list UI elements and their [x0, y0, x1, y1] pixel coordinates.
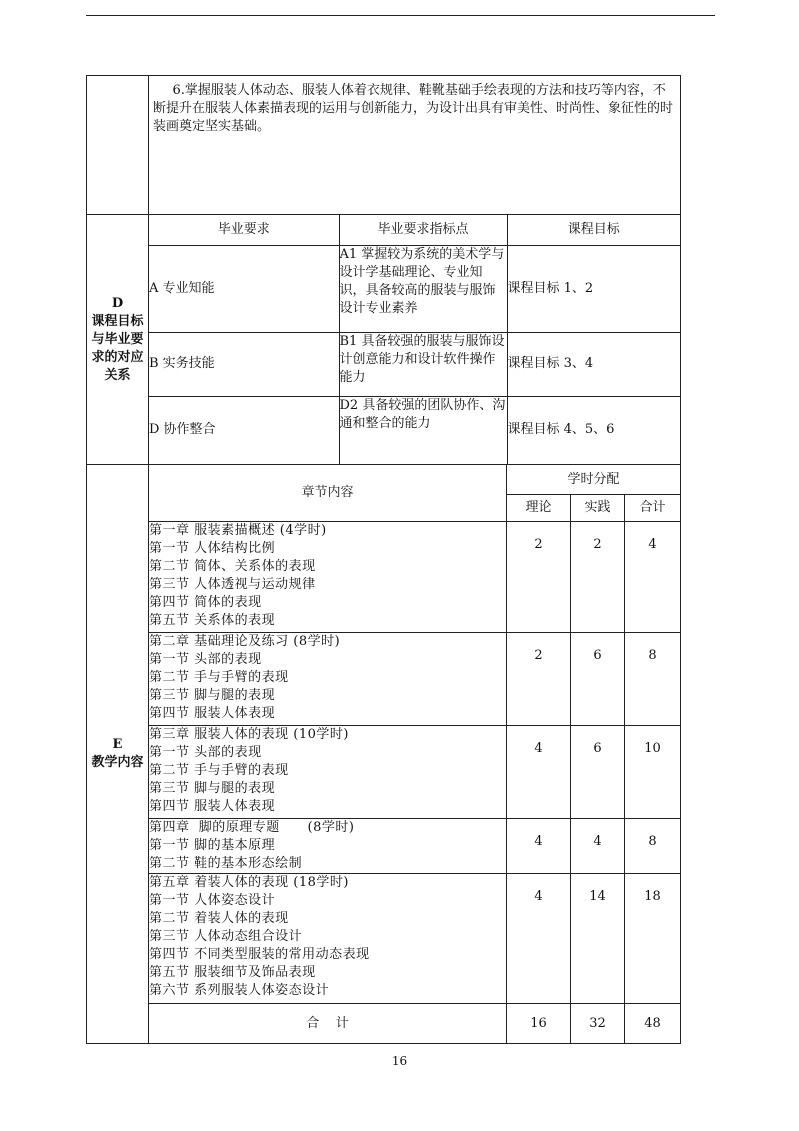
section-line: 第一节 人体姿态设计 [149, 893, 276, 908]
section-line: 第四节 不同类型服装的常用动态表现 [149, 947, 370, 962]
total-hours: 8 [625, 819, 681, 874]
section-d-label [87, 215, 149, 465]
section-line: 第六节 系列服装人体姿态设计 [149, 983, 330, 998]
sum-total: 48 [625, 1004, 681, 1044]
section-e-label [87, 465, 149, 1044]
section-d-title: 课程目标与毕业要求的对应关系 [91, 313, 144, 383]
mapping-row [149, 245, 680, 332]
section-line: 第四节 服装人体表现 [149, 706, 276, 721]
section-line: 第三节 人体透视与运动规律 [149, 577, 316, 592]
section-line: 第五节 关系体的表现 [149, 613, 276, 628]
section-line: 第四节 服装人体表现 [149, 799, 276, 814]
mapping-row [149, 332, 680, 396]
total-hours: 18 [625, 874, 681, 1004]
theory-hours: 4 [507, 819, 571, 874]
intro-label-cell [87, 76, 149, 215]
requirement-cell: A 专业知能 [149, 245, 339, 332]
chapter-content [149, 633, 507, 726]
goal-cell: 课程目标 4、5、6 [507, 396, 680, 464]
header-theory: 理论 [507, 495, 571, 522]
goal-cell: 课程目标 1、2 [507, 245, 680, 332]
mapping-table [149, 215, 680, 464]
section-e-title: 教学内容 [91, 755, 144, 770]
sum-theory: 16 [507, 1004, 571, 1044]
section-line: 第五节 服装细节及饰品表现 [149, 965, 316, 980]
header-rule [86, 15, 715, 16]
header-chapter-content: 章节内容 [149, 465, 507, 522]
intro-paragraph: 6.掌握服装人体动态、服装人体着衣规律、鞋靴基础手绘表现的方法和技巧等内容，不断提升在服装人体素描表现的运用与创新能力，为设计出具有审美性、时尚性、象征性的时装画奠定坚实基础。 [149, 76, 681, 215]
theory-hours: 4 [507, 726, 571, 819]
theory-hours: 4 [507, 874, 571, 1004]
chapter-row [87, 633, 681, 726]
practice-hours: 4 [571, 819, 625, 874]
chapter-title: 第三章 服装人体的表现 (10学时) [149, 727, 349, 742]
section-line: 第一节 人体结构比例 [149, 541, 276, 556]
indicator-cell: A1 掌握较为系统的美术学与设计学基础理论、专业知识，具备较高的服装与服饰设计专业素养 [339, 245, 507, 332]
chapter-title: 第二章 基础理论及练习 (8学时) [149, 634, 341, 649]
requirement-cell: B 实务技能 [149, 332, 339, 396]
chapter-title: 第四章 脚的原理专题 (8学时) [149, 820, 355, 835]
goal-cell: 课程目标 3、4 [507, 332, 680, 396]
chapter-content [149, 522, 507, 633]
page-number: 16 [391, 1054, 408, 1068]
section-line: 第一节 脚的基本原理 [149, 838, 276, 853]
total-hours: 4 [625, 522, 681, 633]
sum-row [87, 1004, 681, 1044]
header-hours: 学时分配 [507, 465, 681, 495]
header-requirement: 毕业要求 [149, 215, 339, 245]
chapter-row [87, 874, 681, 1004]
chapter-title: 第五章 着装人体的表现 (18学时) [149, 875, 349, 890]
practice-hours: 14 [571, 874, 625, 1004]
chapter-title: 第一章 服装素描概述 (4学时) [149, 523, 327, 538]
section-line: 第四节 简体的表现 [149, 595, 262, 610]
chapter-row [87, 726, 681, 819]
header-indicator: 毕业要求指标点 [339, 215, 507, 245]
header-practice: 实践 [571, 495, 625, 522]
header-total: 合计 [625, 495, 681, 522]
section-line: 第三节 脚与腿的表现 [149, 688, 276, 703]
section-line: 第一节 头部的表现 [149, 652, 262, 667]
chapter-content [149, 726, 507, 819]
section-d-letter: D [111, 295, 124, 311]
requirement-cell: D 协作整合 [149, 396, 339, 464]
section-line: 第二节 简体、关系体的表现 [149, 559, 316, 574]
mapping-row [149, 396, 680, 464]
practice-hours: 6 [571, 726, 625, 819]
practice-hours: 6 [571, 633, 625, 726]
chapter-content [149, 874, 507, 1004]
section-line: 第二节 鞋的基本形态绘制 [149, 856, 303, 871]
total-hours: 10 [625, 726, 681, 819]
practice-hours: 2 [571, 522, 625, 633]
chapter-row [87, 819, 681, 874]
indicator-cell: D2 具备较强的团队协作、沟通和整合的能力 [339, 396, 507, 464]
theory-hours: 2 [507, 522, 571, 633]
section-line: 第二节 手与手臂的表现 [149, 763, 289, 778]
section-line: 第二节 着装人体的表现 [149, 911, 289, 926]
section-line: 第二节 手与手臂的表现 [149, 670, 289, 685]
chapter-row [87, 522, 681, 633]
sum-label: 合 计 [149, 1004, 507, 1044]
section-d-content [149, 215, 681, 465]
sum-practice: 32 [571, 1004, 625, 1044]
section-line: 第一节 头部的表现 [149, 745, 262, 760]
section-line: 第三节 脚与腿的表现 [149, 781, 276, 796]
theory-hours: 2 [507, 633, 571, 726]
indicator-cell: B1 具备较强的服装与服饰设计创意能力和设计软件操作能力 [339, 332, 507, 396]
header-goal: 课程目标 [507, 215, 680, 245]
section-line: 第三节 人体动态组合设计 [149, 929, 303, 944]
chapter-content [149, 819, 507, 874]
total-hours: 8 [625, 633, 681, 726]
syllabus-table [86, 75, 681, 1044]
section-e-letter: E [112, 737, 123, 752]
